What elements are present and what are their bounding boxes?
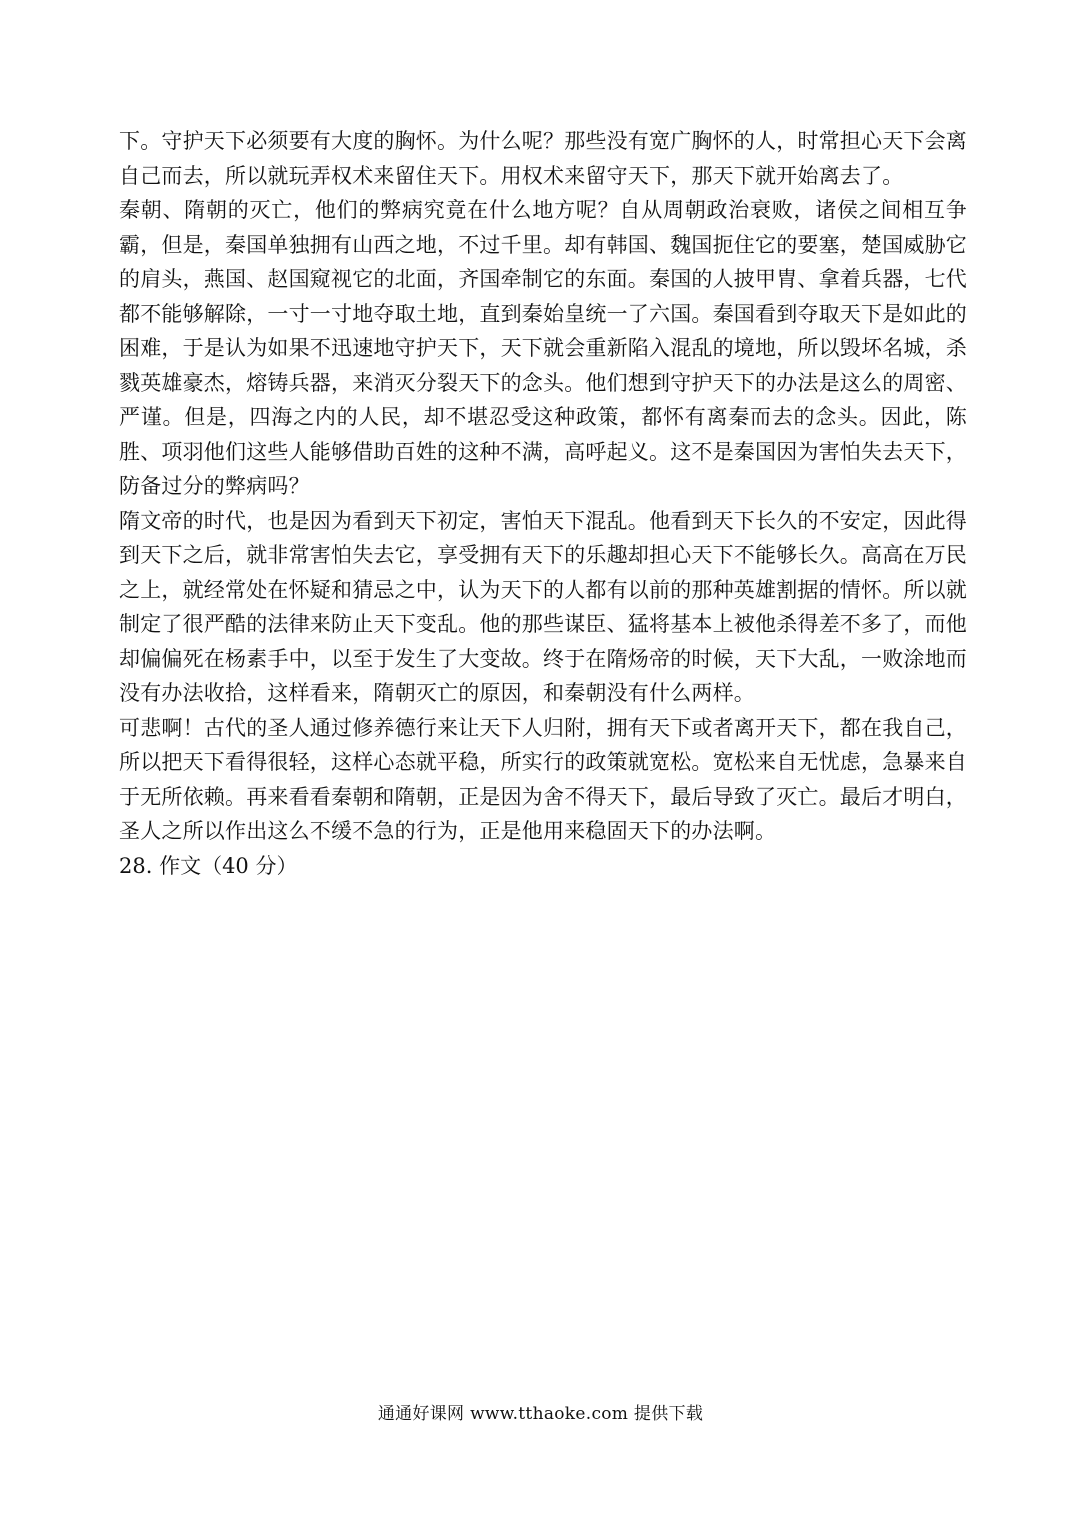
- document-body: [119, 124, 967, 883]
- page-footer: 通通好课网 www.tthaoke.com 提供下载: [377, 1404, 704, 1424]
- paragraph-4: 可悲啊！古代的圣人通过修养德行来让天下人归附，拥有天下或者离开天下，都在我自己，所以把天下看得很轻，这样心态就平稳，所实行的政策就宽松。宽松来自无忧虑，急暴来自于无所依赖。再来看看秦朝和隋朝，正是因为舍不得天下，最后导致了灭亡。最后才明白，圣人之所以作出这么不缓不急的行为，正是他用来稳固天下的办法啊。: [119, 715, 967, 843]
- paragraph-1: 下。守护天下必须要有大度的胸怀。为什么呢？那些没有宽广胸怀的人，时常担心天下会离自己而去，所以就玩弄权术来留住天下。用权术来留守天下，那天下就开始离去了。: [119, 129, 967, 188]
- question-heading: 28. 作文（40 分）: [119, 853, 298, 878]
- paragraph-3: 隋文帝的时代，也是因为看到天下初定，害怕天下混乱。他看到天下长久的不安定，因此得到天下之后，就非常害怕失去它，享受拥有天下的乐趣却担心天下不能够长久。高高在万民之上，就经常处在怀疑和猜忌之中，认为天下的人都有以前的那种英雄割据的情怀。所以就制定了很严酷的法律来防止天下变乱。他的那些谋臣、猛将基本上被他杀得差不多了，而他却偏偏死在杨素手中，以至于发生了大变故。终于在隋炀帝的时候，天下大乱，一败涂地而没有办法收拾，这样看来，隋朝灭亡的原因，和秦朝没有什么两样。: [119, 508, 967, 705]
- paragraph-2: 秦朝、隋朝的灭亡，他们的弊病究竟在什么地方呢？自从周朝政治衰败，诸侯之间相互争霸，但是，秦国单独拥有山西之地，不过千里。却有韩国、魏国扼住它的要塞，楚国威胁它的肩头，燕国、赵国窥视它的北面，齐国牵制它的东面。秦国的人披甲胄、拿着兵器，七代都不能够解除，一寸一寸地夺取土地，直到秦始皇统一了六国。秦国看到夺取天下是如此的困难，于是认为如果不迅速地守护天下，天下就会重新陷入混乱的境地，所以毁坏名城，杀戮英雄豪杰，熔铸兵器，来消灭分裂天下的念头。他们想到守护天下的办法是这么的周密、严谨。但是，四海之内的人民，却不堪忍受这种政策，都怀有离秦而去的念头。因此，陈胜、项羽他们这些人能够借助百姓的这种不满，高呼起义。这不是秦国因为害怕失去天下，防备过分的弊病吗？: [119, 198, 967, 498]
